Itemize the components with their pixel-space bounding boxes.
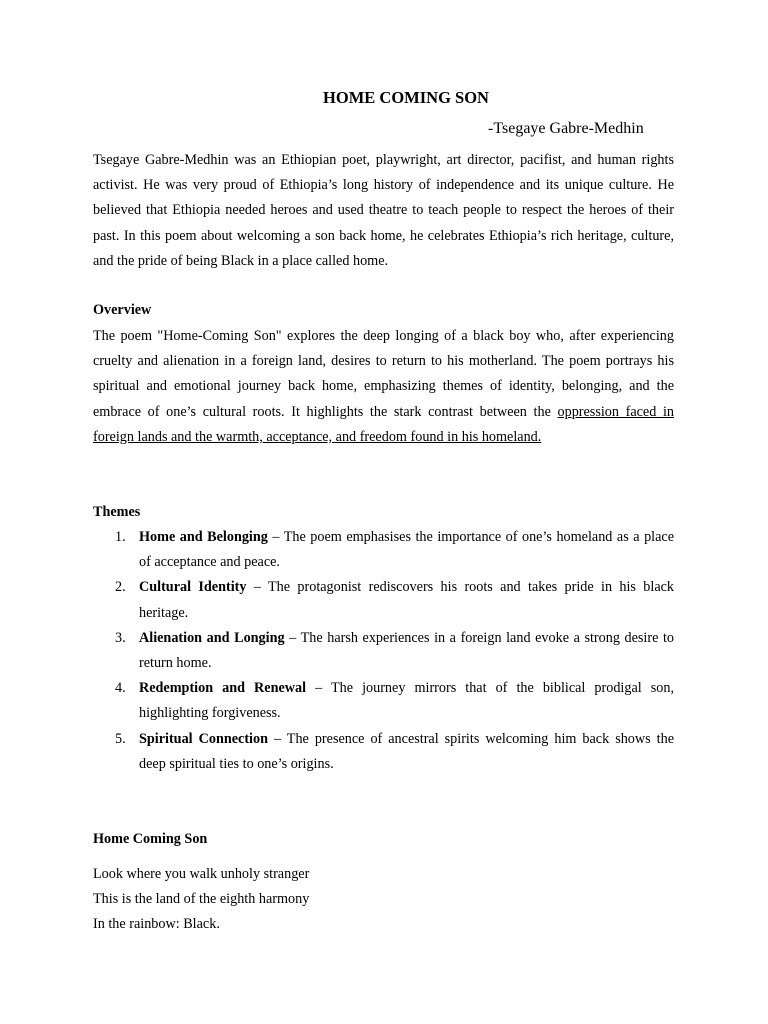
intro-paragraph: Tsegaye Gabre-Medhin was an Ethiopian poet, playwright, art director, pacifist, and human rights activist. He was very proud of Ethiopia’s long history of independence and its unique culture. He believed that Ethiopia needed heroes and used theatre to teach people to respect the heroes of their past. In this poem about welcoming a son back home, he celebrates Ethiopia’s rich heritage, culture, and the pride of being Black in a place called home. xyxy=(93,152,674,269)
theme-item xyxy=(93,575,674,625)
theme-number: 3. xyxy=(115,629,126,646)
poem-text xyxy=(93,862,674,938)
theme-description: – The poem emphasises the importance of one’s homeland as a place of acceptance and peace. xyxy=(139,529,674,571)
theme-number: 4. xyxy=(115,680,126,697)
author-byline: -Tsegaye Gabre-Medhin xyxy=(488,120,644,137)
poem-line: Look where you walk unholy stranger xyxy=(93,866,310,882)
theme-description: – The journey mirrors that of the biblical prodigal son, highlighting forgiveness. xyxy=(139,680,674,722)
theme-number: 2. xyxy=(115,579,126,596)
theme-term: Cultural Identity xyxy=(139,579,247,596)
page-title: HOME COMING SON xyxy=(323,88,489,107)
overview-underlined-text: oppression faced in foreign lands and the warmth, acceptance, and freedom found in his homeland. xyxy=(93,403,674,445)
theme-item xyxy=(93,727,674,777)
theme-term: Alienation and Longing xyxy=(139,629,285,646)
theme-description: – The presence of ancestral spirits welcoming him back shows the deep spiritual ties to one’s origins. xyxy=(139,730,674,772)
theme-term: Home and Belonging xyxy=(139,529,268,545)
poem-line: In the rainbow: Black. xyxy=(93,916,220,933)
themes-heading: Themes xyxy=(93,504,141,520)
theme-item xyxy=(93,676,674,726)
theme-term: Redemption and Renewal xyxy=(139,680,307,697)
poem-heading: Home Coming Son xyxy=(93,831,208,847)
overview-heading: Overview xyxy=(93,302,152,318)
theme-description: – The harsh experiences in a foreign land evoke a strong desire to return home. xyxy=(139,629,675,672)
overview-text: The poem "Home-Coming Son" explores the deep longing of a black boy who, after experiencing cruelty and alienation in a foreign land, desires to return to his motherland. The poem portrays his spiritual and emotional journey back home, emphasizing themes of identity, belonging, and the embrace of one’s cultural roots. It highlights the stark contrast between the xyxy=(93,328,674,420)
theme-number: 5. xyxy=(115,730,126,747)
poem-line: This is the land of the eighth harmony xyxy=(93,891,310,908)
overview-paragraph xyxy=(93,324,674,450)
theme-item xyxy=(93,525,674,575)
theme-description: – The protagonist rediscovers his roots and takes pride in his black heritage. xyxy=(139,579,675,621)
theme-item xyxy=(93,626,674,676)
theme-number: 1. xyxy=(115,529,126,545)
theme-term: Spiritual Connection xyxy=(139,730,268,747)
themes-list xyxy=(93,525,674,777)
